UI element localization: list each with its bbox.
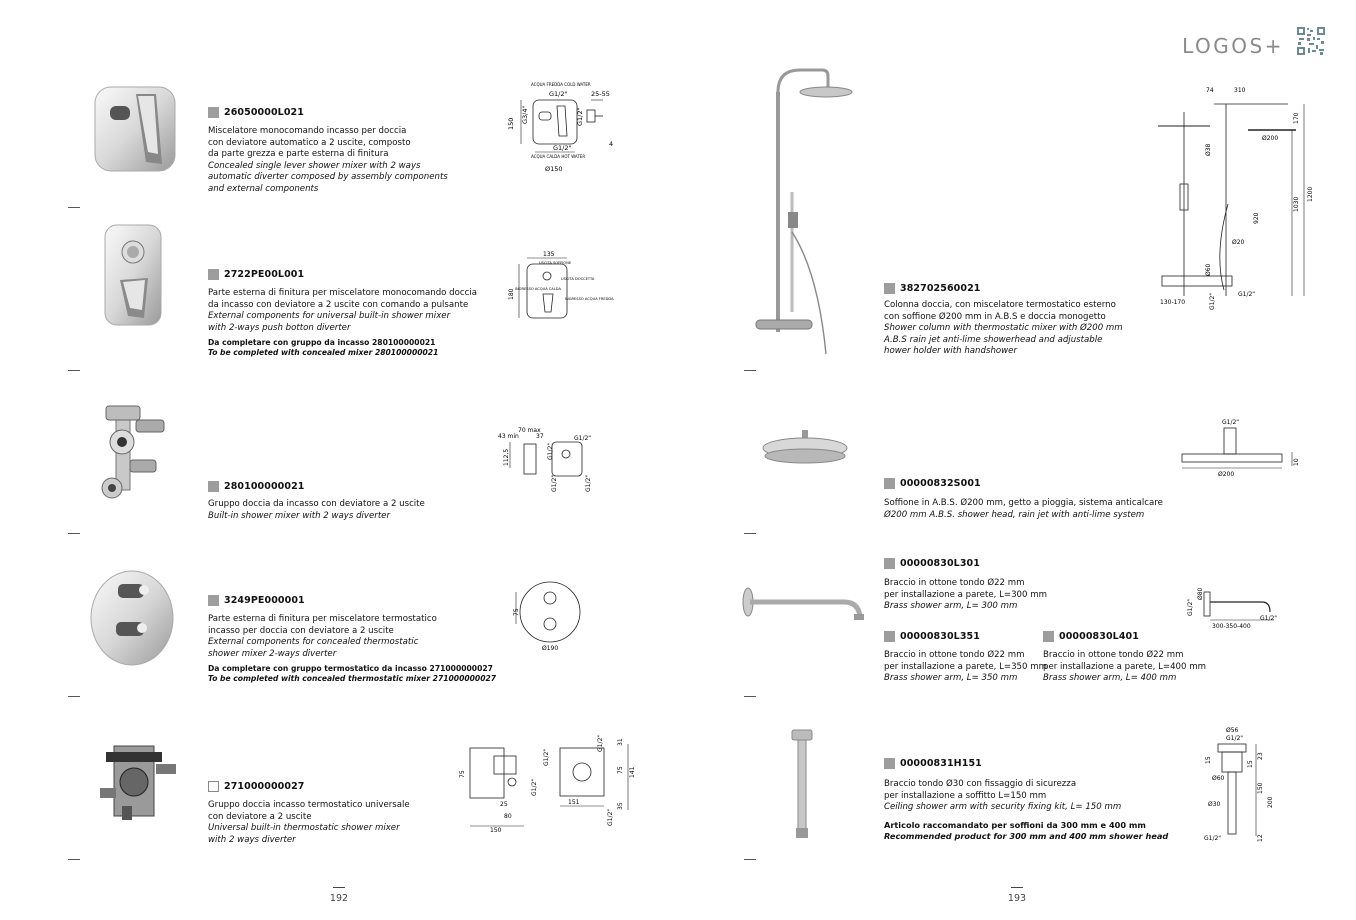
product-description (1043, 650, 1206, 685)
dim-label: 200 (1267, 796, 1274, 808)
desc-line-en: and external components (208, 183, 319, 194)
brand-logo: LOGOS+ (1182, 34, 1284, 58)
desc-line-en: A.B.S rain jet anti-lime showerhead and adjustable (884, 334, 1103, 345)
swatch-square (208, 595, 219, 606)
technical-drawing-arm (1180, 582, 1290, 632)
product-photo-valve-body (96, 400, 172, 504)
dim-label: 75 (459, 770, 466, 778)
dim-label: G1/2" (1226, 735, 1244, 742)
dim-label: INGRESSO ACQUA CALDA (515, 287, 561, 291)
desc-line: con deviatore a 2 uscite (208, 811, 312, 822)
dim-label: 1030 (1293, 196, 1300, 212)
product-code (208, 595, 305, 606)
dim-label: 74 (1206, 87, 1214, 94)
dim-label: 150 (490, 827, 502, 834)
qr-code-icon (1296, 26, 1326, 56)
dim-label: G1/2" (597, 734, 604, 752)
dim-label: Ø20 (1232, 239, 1245, 246)
dim-label: Ø200 (1218, 471, 1235, 478)
divider (68, 207, 80, 208)
desc-line-en: Ceiling shower arm with security fixing kit, L= 150 mm (884, 802, 1122, 813)
dim-label: G1/2" (531, 778, 538, 796)
desc-line-en: Built-in shower mixer with 2 ways diverter (208, 510, 391, 521)
technical-drawing-column (1148, 84, 1318, 314)
dim-label: 75 (617, 766, 624, 774)
code-text: 280100000021 (224, 481, 305, 492)
dim-label: 15 (1205, 756, 1212, 764)
product-description (208, 288, 477, 357)
page-number-left: 192 (319, 887, 359, 904)
divider (744, 696, 756, 697)
desc-line: Parte esterna di finitura per miscelatore termostatico (208, 614, 437, 624)
dim-label: G1/2" (553, 144, 572, 152)
page-number-right: 193 (997, 887, 1037, 904)
product-photo-ceiling-arm (788, 728, 816, 840)
desc-line: per installazione a soffitto L=150 mm (884, 790, 1047, 801)
desc-line-en: Brass shower arm, L= 300 mm (884, 601, 1018, 612)
desc-line-en: Shower column with thermostatic mixer with Ø200 mm (884, 323, 1123, 334)
swatch-square (884, 558, 895, 569)
product-code (884, 558, 980, 569)
swatch-square (208, 781, 219, 792)
product-description (884, 650, 1047, 685)
product-photo-thermostatic-plate (88, 568, 176, 668)
dim-label: 35 (617, 802, 624, 810)
desc-line: da incasso con deviatore a 2 uscite con comando a pulsante (208, 299, 469, 310)
technical-drawing-3 (496, 424, 600, 496)
product-code (884, 283, 981, 294)
desc-line: Miscelatore monocomando incasso per doccia (208, 126, 407, 136)
product-description (884, 578, 1047, 613)
dim-label: ACQUA FREDDA COLD WATER (531, 82, 591, 87)
product-photo-shower-column (748, 62, 860, 358)
product-description (208, 499, 425, 522)
desc-line: Braccio in ottone tondo Ø22 mm (1043, 650, 1184, 660)
dim-label: G1/2" (574, 435, 592, 442)
product-photo-mixer (92, 84, 178, 174)
desc-line: Gruppo doccia da incasso con deviatore a 2 uscite (208, 499, 425, 509)
desc-line-en: with 2-ways push botton diverter (208, 322, 351, 333)
desc-line: per installazione a parete, L=350 mm (884, 661, 1047, 672)
divider (68, 533, 80, 534)
product-description (208, 126, 448, 196)
product-description (208, 800, 410, 846)
dim-label: G1/2" (1204, 835, 1222, 842)
dim-label: USCITA DOCCETTA (561, 277, 595, 281)
product-description (884, 779, 1168, 843)
dim-label: G1/2" (547, 442, 554, 460)
dim-label: Ø60 (1212, 775, 1225, 782)
desc-line: con deviatore automatico a 2 uscite, composto (208, 137, 411, 148)
product-description (884, 498, 1163, 521)
divider (68, 370, 80, 371)
desc-line-en: Ø200 mm A.B.S. shower head, rain jet with anti-lime system (884, 509, 1145, 520)
divider (744, 533, 756, 534)
code-text: 3249PE000001 (224, 595, 305, 606)
desc-line: per installazione a parete, L=400 mm (1043, 661, 1206, 672)
dim-label: 80 (504, 813, 512, 820)
dim-label: 310 (1234, 87, 1246, 94)
dim-label: Ø190 (542, 645, 559, 652)
desc-line-en: Universal built-in thermostatic shower mixer (208, 823, 400, 834)
desc-line: Braccio in ottone tondo Ø22 mm (884, 650, 1025, 660)
swatch-square (208, 269, 219, 280)
note-line: Da completare con gruppo da incasso 280100000021 (208, 338, 436, 348)
desc-line-en: shower mixer 2-ways diverter (208, 648, 337, 659)
desc-line: Braccio in ottone tondo Ø22 mm (884, 578, 1025, 588)
dim-label: G1/2" (549, 90, 568, 98)
dim-label: G3/4" (521, 105, 529, 124)
dim-label: Ø150 (545, 165, 563, 173)
note-line-en: To be completed with concealed mixer 280100000021 (208, 347, 439, 357)
code-text: 26050000L021 (224, 107, 304, 118)
dim-label: USCITA SOFFIONE (539, 261, 572, 265)
code-text: 00000831H151 (900, 758, 982, 769)
swatch-square (884, 631, 895, 642)
desc-line-en: Concealed single lever shower mixer with 2 ways (208, 160, 421, 171)
product-description (884, 300, 1123, 358)
desc-line-en: automatic diverter composed by assembly components (208, 172, 448, 183)
dim-label: 130-170 (1160, 299, 1186, 306)
dim-label: 31 (617, 738, 624, 746)
dim-label: G1/2" (1222, 419, 1240, 426)
code-text: 00000832S001 (900, 478, 981, 489)
dim-label: G1/2" (607, 808, 614, 826)
desc-line: Parte esterna di finitura per miscelatore monocomando doccia (208, 288, 477, 298)
product-code (1043, 631, 1139, 642)
note-line: Da completare con gruppo termostatico da incasso 271000000027 (208, 664, 493, 674)
dim-label: 10 (1293, 458, 1300, 466)
dim-label: 15 (1247, 760, 1254, 768)
dim-label: 300-350-400 (1212, 623, 1251, 630)
divider (744, 859, 756, 860)
dim-label: ACQUA CALDA HOT WATER (531, 154, 586, 159)
desc-line-en: Brass shower arm, L= 350 mm (884, 673, 1018, 684)
product-photo-push-plate (102, 222, 164, 328)
dim-label: 75 (513, 608, 520, 616)
code-text: 382702560021 (900, 283, 981, 294)
dim-label: G1/2" (551, 474, 558, 492)
dim-label: INGRESSO ACQUA FREDDA (565, 297, 614, 301)
swatch-square (884, 478, 895, 489)
desc-line: Colonna doccia, con miscelatore termostatico esterno (884, 300, 1116, 310)
product-photo-shower-head (760, 428, 850, 470)
dim-label: Ø30 (1208, 801, 1221, 808)
dim-label: Ø38 (1205, 143, 1212, 156)
dim-label: 25 (500, 801, 508, 808)
dim-label: 135 (543, 251, 555, 258)
technical-drawing-2 (505, 250, 614, 320)
product-code (884, 631, 980, 642)
dim-label: 70 max (518, 427, 541, 434)
swatch-square (884, 283, 895, 294)
product-code (884, 478, 981, 489)
technical-drawing-4 (508, 578, 580, 654)
dim-label: G1/2" (1260, 615, 1278, 622)
note-line-en: To be completed with concealed thermostatic mixer 271000000027 (208, 673, 497, 683)
technical-drawing-head (1176, 416, 1302, 480)
product-code (208, 781, 305, 792)
technical-drawing-5 (454, 734, 640, 836)
dim-label: G1/2" (543, 748, 550, 766)
divider (68, 696, 80, 697)
desc-line-en: External components for universal built-in shower mixer (208, 311, 451, 322)
dim-label: 4 (609, 140, 614, 148)
dim-label: Ø200 (1262, 135, 1279, 142)
note-line-en: Recommended product for 300 mm and 400 mm shower head (884, 831, 1169, 842)
dim-label: G1/2" (1209, 292, 1216, 310)
product-photo-shower-arm (740, 586, 870, 626)
desc-line-en: Brass shower arm, L= 400 mm (1043, 673, 1177, 684)
desc-line: Gruppo doccia incasso termostatico universale (208, 800, 410, 810)
swatch-square (208, 107, 219, 118)
product-code (208, 107, 304, 118)
dim-label: G1/2" (585, 474, 592, 492)
desc-line: Soffione in A.B.S. Ø200 mm, getto a pioggia, sistema anticalcare (884, 498, 1163, 508)
dim-label: G1/2" (1238, 291, 1256, 298)
dim-label: 170 (1293, 112, 1300, 124)
dim-label: 23 (1257, 752, 1264, 760)
dim-label: 920 (1253, 212, 1260, 224)
dim-label: 180 (508, 288, 515, 300)
dim-label: Ø60 (1205, 263, 1212, 276)
dim-label: 112,5 (503, 448, 510, 466)
desc-line-en: External components for concealed thermostatic (208, 637, 419, 648)
dim-label: Ø56 (1226, 727, 1239, 734)
code-text: 271000000027 (224, 781, 305, 792)
swatch-square (884, 758, 895, 769)
dim-label: Ø80 (1197, 587, 1204, 600)
dim-label: 12 (1257, 834, 1264, 842)
desc-line: incasso per doccia con deviatore a 2 uscite (208, 625, 394, 636)
code-text: 00000830L301 (900, 558, 980, 569)
desc-line: da parte grezza e parte esterna di finitura (208, 149, 389, 160)
divider (744, 370, 756, 371)
dim-label: 141 (629, 766, 636, 778)
product-code (208, 269, 304, 280)
dim-label: 150 (507, 117, 515, 130)
desc-line-en: with 2 ways diverter (208, 834, 296, 845)
code-text: 00000830L351 (900, 631, 980, 642)
note-line: Articolo raccomandato per soffioni da 300 mm e 400 mm (884, 819, 1146, 830)
dim-label: 150 (1257, 782, 1264, 794)
swatch-square (208, 481, 219, 492)
product-photo-built-in-body (92, 738, 184, 824)
desc-line: Braccio tondo Ø30 con fissaggio di sicurezza (884, 779, 1077, 789)
code-text: 2722PE00L001 (224, 269, 305, 280)
desc-line-en: hower holder with handshower (884, 346, 1017, 357)
product-code (208, 481, 305, 492)
dim-label: 151 (568, 799, 580, 806)
desc-line: per installazione a parete, L=300 mm (884, 589, 1047, 600)
desc-line: con soffione Ø200 mm in A.B.S e doccia monogetto (884, 311, 1106, 322)
dim-label: 43 min (498, 433, 519, 440)
dim-label: 25-55 (591, 90, 610, 98)
technical-drawing-1 (505, 80, 625, 175)
dim-label: G1/2" (1187, 598, 1194, 616)
technical-drawing-ceiling-arm (1200, 724, 1280, 846)
product-description (208, 614, 496, 683)
dim-label: 1200 (1307, 186, 1314, 202)
code-text: 00000830L401 (1059, 631, 1139, 642)
swatch-square (1043, 631, 1054, 642)
product-code (884, 758, 982, 769)
divider (68, 859, 80, 860)
dim-label: G1/2" (576, 107, 584, 126)
dim-label: 37 (536, 433, 544, 440)
